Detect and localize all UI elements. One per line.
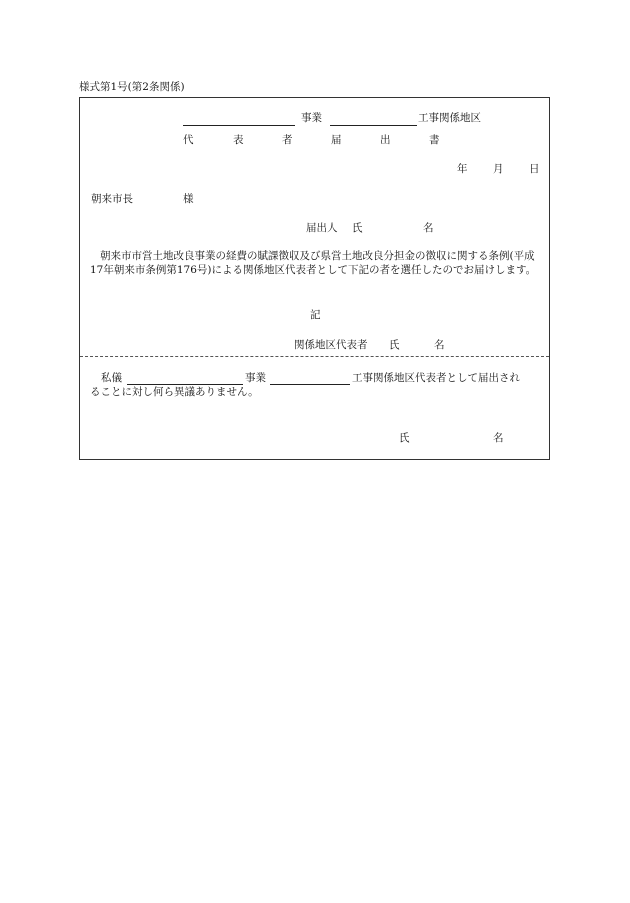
applicant-shi: 氏 bbox=[352, 222, 363, 234]
representative-shi: 氏 bbox=[389, 339, 400, 351]
signature-mei: 名 bbox=[493, 432, 504, 444]
consent-name-blank bbox=[127, 384, 243, 385]
consent-watakushi: 私儀 bbox=[101, 372, 122, 384]
header-district: 工事関係地区 bbox=[418, 112, 481, 124]
title-char: 者 bbox=[282, 134, 293, 146]
dotted-divider bbox=[80, 356, 549, 357]
date-month: 月 bbox=[493, 163, 504, 175]
project-section-blank bbox=[330, 125, 417, 126]
title-char: 届 bbox=[331, 134, 342, 146]
title-char: 表 bbox=[233, 134, 244, 146]
applicant-mei: 名 bbox=[423, 222, 434, 234]
representative-mei: 名 bbox=[434, 339, 445, 351]
title-char: 出 bbox=[380, 134, 391, 146]
title-char: 代 bbox=[183, 134, 194, 146]
form-frame bbox=[79, 97, 550, 460]
date-day: 日 bbox=[529, 163, 540, 175]
header-jigyo: 事業 bbox=[301, 112, 322, 124]
addressee-honorific: 様 bbox=[183, 193, 194, 205]
title-char: 書 bbox=[429, 134, 440, 146]
signature-shi: 氏 bbox=[399, 432, 410, 444]
date-year: 年 bbox=[457, 163, 468, 175]
consent-section-blank bbox=[270, 384, 350, 385]
representative-label: 関係地区代表者 bbox=[294, 339, 368, 351]
consent-jigyo: 事業 bbox=[245, 372, 266, 384]
consent-line2: ることに対し何ら異議ありません。 bbox=[90, 386, 259, 398]
applicant-label: 届出人 bbox=[306, 222, 338, 234]
ki-label: 記 bbox=[310, 309, 321, 321]
form-number-label: 様式第1号(第2条関係) bbox=[79, 81, 185, 93]
addressee-name: 朝来市長 bbox=[91, 193, 133, 205]
consent-text: 工事関係地区代表者として届出され bbox=[352, 372, 520, 384]
body-paragraph: 朝来市市営土地改良事業の経費の賦課徴収及び県営土地改良分担金の徴収に関する条例(平成17年朝来市条例第176号)による関係地区代表者として下記の者を選任したのでお届けします。 bbox=[90, 250, 537, 276]
project-name-blank bbox=[183, 125, 295, 126]
